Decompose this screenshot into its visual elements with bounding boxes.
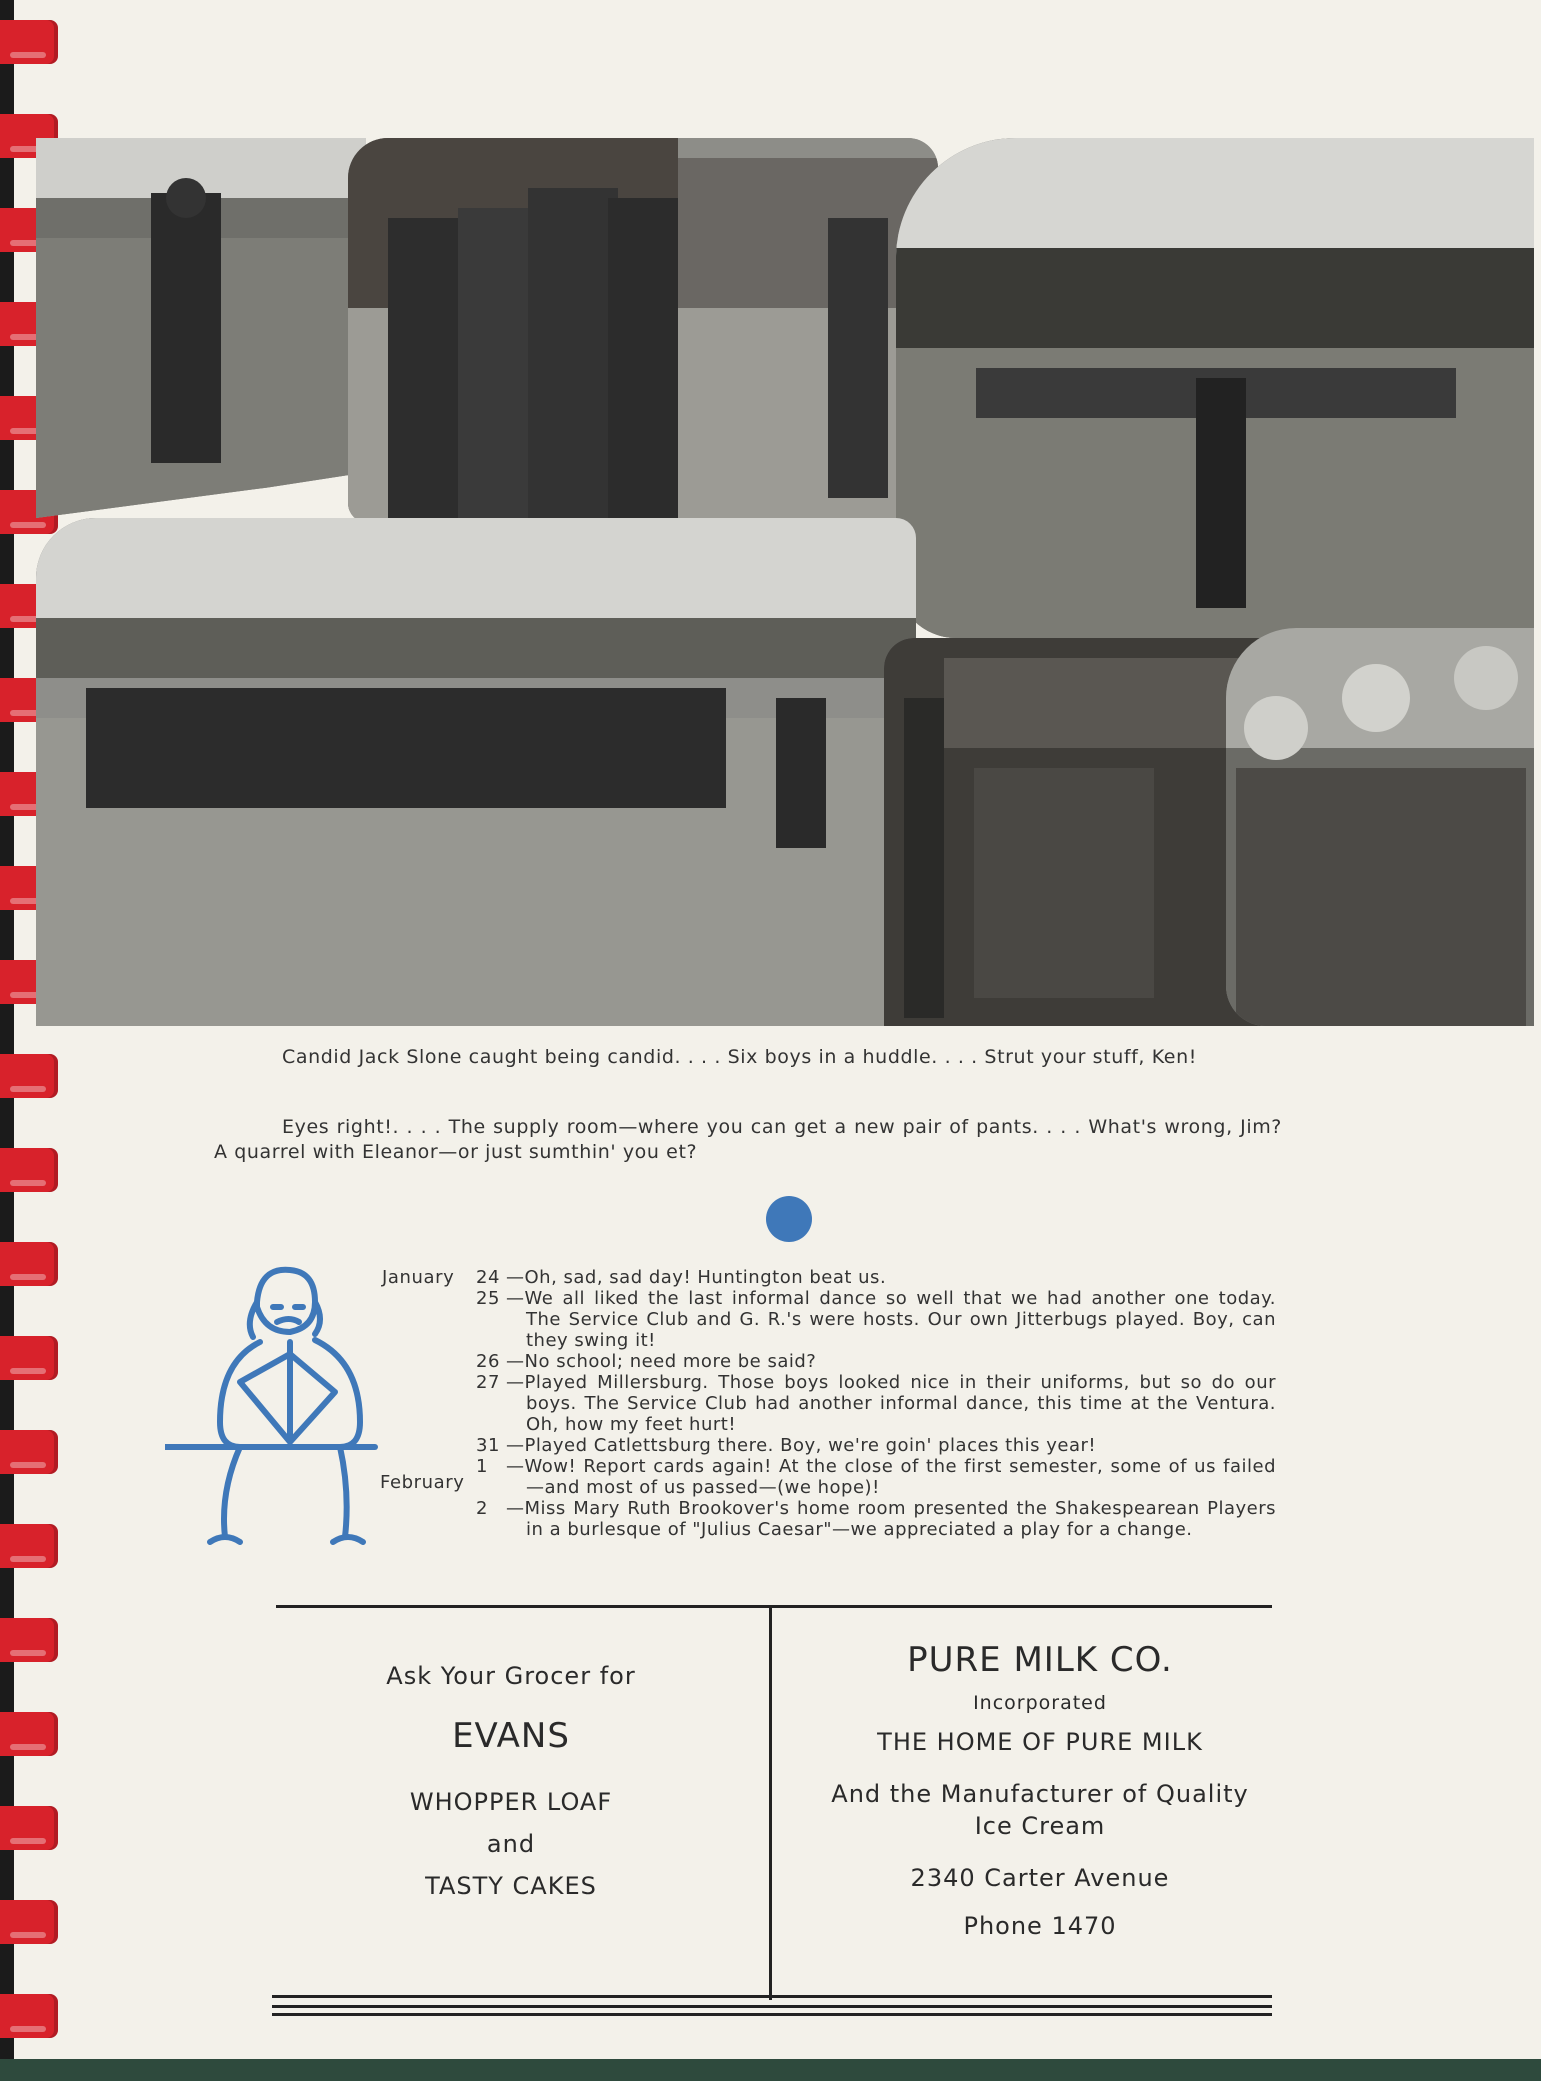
- calendar-entry: [476, 1372, 1276, 1435]
- ad-evans-line5: TASTY CAKES: [425, 1872, 597, 1900]
- entry-text: —Played Catlettsburg there. Boy, we're goin' places this year!: [506, 1435, 1097, 1456]
- binding-coil: [0, 1712, 58, 1756]
- ad-evans: [276, 1610, 746, 1900]
- entry-text: —Miss Mary Ruth Brookover's home room presented the Shakespearean Players in a burlesque of "Julius Caesar"—we appreciated a play for a change.: [506, 1498, 1276, 1540]
- entry-day: 27: [476, 1372, 500, 1393]
- binding-coil: [0, 1900, 58, 1944]
- photo-boys-huddle: [348, 138, 938, 523]
- entry-day: 31: [476, 1435, 500, 1456]
- photo-strut-band: [896, 138, 1534, 638]
- binding-coil: [0, 1618, 58, 1662]
- ad-evans-line1: Ask Your Grocer for: [386, 1662, 636, 1690]
- ad-milk-incorporated: Incorporated: [973, 1692, 1107, 1714]
- ad-milk-address: 2340 Carter Avenue: [910, 1864, 1170, 1892]
- month-january: January: [382, 1267, 455, 1288]
- binding-coil: [0, 1524, 58, 1568]
- entry-text: —Played Millersburg. Those boys looked nice in their uniforms, but so do our boys. The Service Club had another informal dance, this time at the Ventura. Oh, how my feet hurt!: [506, 1372, 1276, 1435]
- calendar-entry: [476, 1456, 1276, 1498]
- entry-day: 26: [476, 1351, 500, 1372]
- ad-top-rule: [276, 1605, 1272, 1608]
- ad-evans-brand: EVANS: [452, 1716, 570, 1756]
- ad-bottom-rule-3: [272, 2013, 1272, 2016]
- calendar-entry: [476, 1435, 1276, 1456]
- caption-top-row: Candid Jack Slone caught being candid. . . . Six boys in a huddle. . . . Strut your stuff, Ken!: [282, 1046, 1197, 1068]
- ad-evans-line3: WHOPPER LOAF: [409, 1788, 613, 1816]
- photo-whats-wrong-jim: [1226, 628, 1534, 1026]
- calendar-entry: [476, 1288, 1276, 1351]
- ad-milk-phone: Phone 1470: [963, 1912, 1117, 1940]
- photo-collage: [36, 138, 1534, 1026]
- month-february: February: [380, 1472, 465, 1493]
- ad-milk-company: PURE MILK CO.: [907, 1640, 1173, 1680]
- ad-milk-line4: And the Manufacturer of Quality: [831, 1780, 1249, 1808]
- entry-day: 24: [476, 1267, 500, 1288]
- bottom-edge: [0, 2059, 1541, 2081]
- entry-day: 1: [476, 1456, 488, 1477]
- ad-evans-line4: and: [486, 1830, 536, 1858]
- section-dot: [766, 1196, 812, 1242]
- binding-coil: [0, 1430, 58, 1474]
- binding-coil: [0, 1806, 58, 1850]
- calendar-entry: [476, 1498, 1276, 1540]
- binding-coil: [0, 1336, 58, 1380]
- ad-bottom-rule-1: [272, 1995, 1272, 1998]
- ad-milk-line5: Ice Cream: [974, 1812, 1106, 1840]
- photo-eyes-right: [36, 518, 916, 1026]
- entry-day: 25: [476, 1288, 500, 1309]
- entry-text: —Oh, sad, sad day! Huntington beat us.: [506, 1267, 887, 1288]
- entry-text: —We all liked the last informal dance so well that we had another one today. The Service Club and G. R.'s were hosts. Our own Jitterbugs played. Boy, can they swing it!: [506, 1288, 1276, 1351]
- binding-coil: [0, 20, 58, 64]
- photo-candid-photographer: [36, 138, 366, 518]
- caption-bottom-row: Eyes right!. . . . The supply room—where you can get a new pair of pants. . . . What's wrong, Jim? A quarrel with Eleanor—or just sumthin' you et?: [214, 1116, 1282, 1163]
- binding-coil: [0, 1242, 58, 1286]
- ad-milk-tagline: THE HOME OF PURE MILK: [877, 1728, 1203, 1756]
- entry-text: —No school; need more be said?: [506, 1351, 817, 1372]
- entry-day: 2: [476, 1498, 488, 1519]
- calendar-entries: [476, 1267, 1276, 1540]
- binding-coil: [0, 1994, 58, 2038]
- entry-text: —Wow! Report cards again! At the close of the first semester, some of us failed—and most of us passed—(we hope)!: [506, 1456, 1276, 1498]
- calendar-entry: [476, 1351, 1276, 1372]
- binding-coil: [0, 1054, 58, 1098]
- photo-supply-room: [884, 638, 1284, 1026]
- calendar-entry: [476, 1267, 1276, 1288]
- ad-bottom-rule-2: [272, 2005, 1272, 2008]
- binding-coil: [0, 1148, 58, 1192]
- sitting-figure-drawing: [165, 1262, 415, 1562]
- ad-pure-milk: [770, 1610, 1310, 1940]
